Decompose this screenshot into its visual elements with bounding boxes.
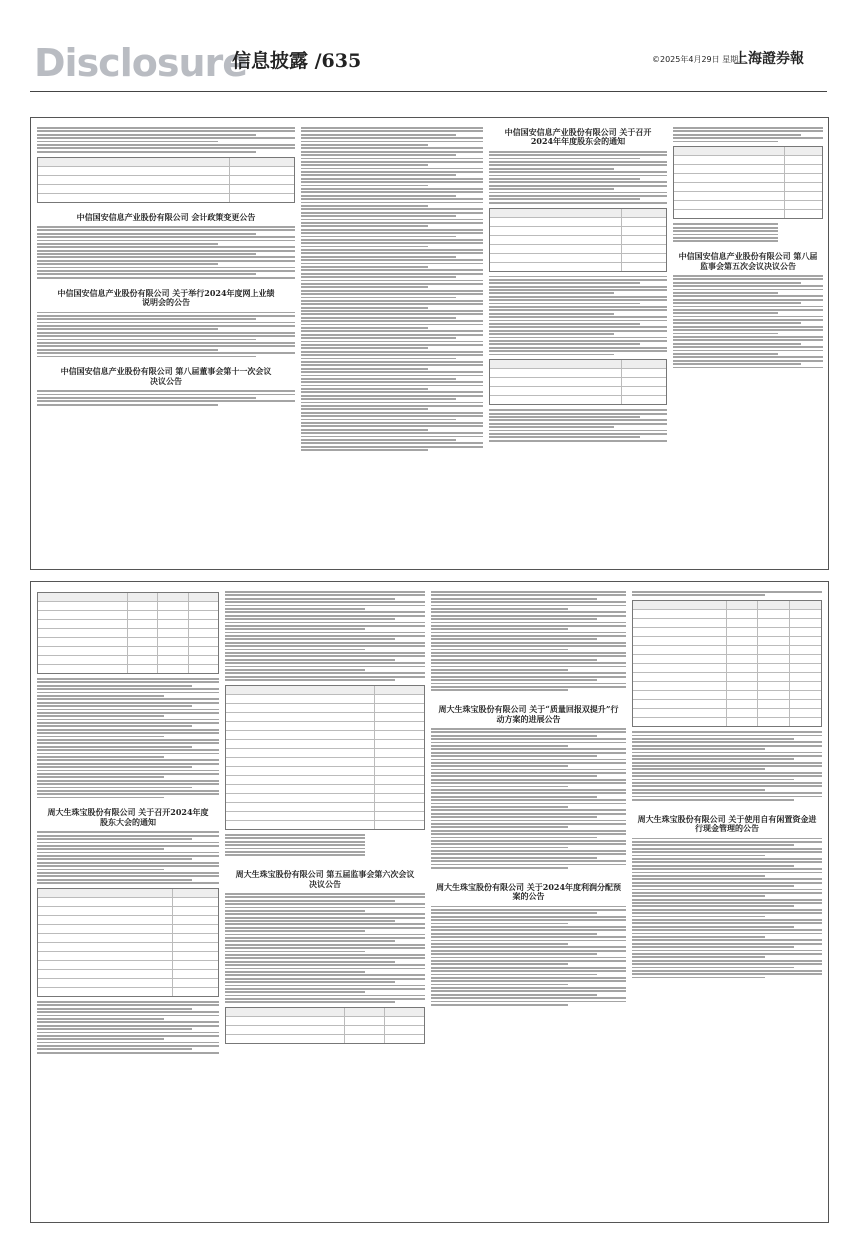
notice-title: 周大生珠宝股份有限公司 关于“质量回报双提升”行动方案的进展公告 xyxy=(438,704,619,724)
section-title: 信息披露 /635 xyxy=(232,50,362,72)
notice-title: 周大生珠宝股份有限公司 关于召开2024年度股东大会的通知 xyxy=(47,807,209,827)
lower-column-mid-right xyxy=(431,588,626,1218)
issue-date: ©2025年4月29日 星期二 xyxy=(652,55,747,64)
notice-title: 中信国安信息产业股份有限公司 第八届监事会第五次会议决议公告 xyxy=(678,251,818,271)
masthead xyxy=(0,0,857,96)
upper-column-left xyxy=(37,124,295,564)
newspaper-name: 上海證券報 xyxy=(734,51,804,67)
notice-title: 中信国安信息产业股份有限公司 会计政策变更公告 xyxy=(76,211,256,222)
lower-column-right xyxy=(632,588,822,1218)
notice-title: 中信国安信息产业股份有限公司 关于召开2024年年度股东会的通知 xyxy=(504,127,652,147)
upper-column-mid-right xyxy=(489,124,667,564)
lower-notice-block xyxy=(30,581,829,1223)
upper-column-right xyxy=(673,124,823,564)
lower-column-mid-left xyxy=(225,588,425,1218)
notice-title: 周大生珠宝股份有限公司 第五届监事会第六次会议决议公告 xyxy=(235,869,415,889)
upper-notice-block xyxy=(30,117,829,570)
notice-title: 中信国安信息产业股份有限公司 第八届董事会第十一次会议决议公告 xyxy=(60,366,272,386)
notice-title: 周大生珠宝股份有限公司 关于使用自有闲置资金进行现金管理的公告 xyxy=(637,813,817,834)
notice-title: 中信国安信息产业股份有限公司 关于举行2024年度网上业绩说明会的公告 xyxy=(57,287,275,308)
notice-title: 周大生珠宝股份有限公司 关于2024年度利润分配预案的公告 xyxy=(435,881,622,902)
upper-column-mid-left xyxy=(301,124,483,564)
lower-column-left xyxy=(37,588,219,1218)
masthead-rule xyxy=(30,91,827,92)
brand-wordmark: Disclosure xyxy=(34,41,248,85)
